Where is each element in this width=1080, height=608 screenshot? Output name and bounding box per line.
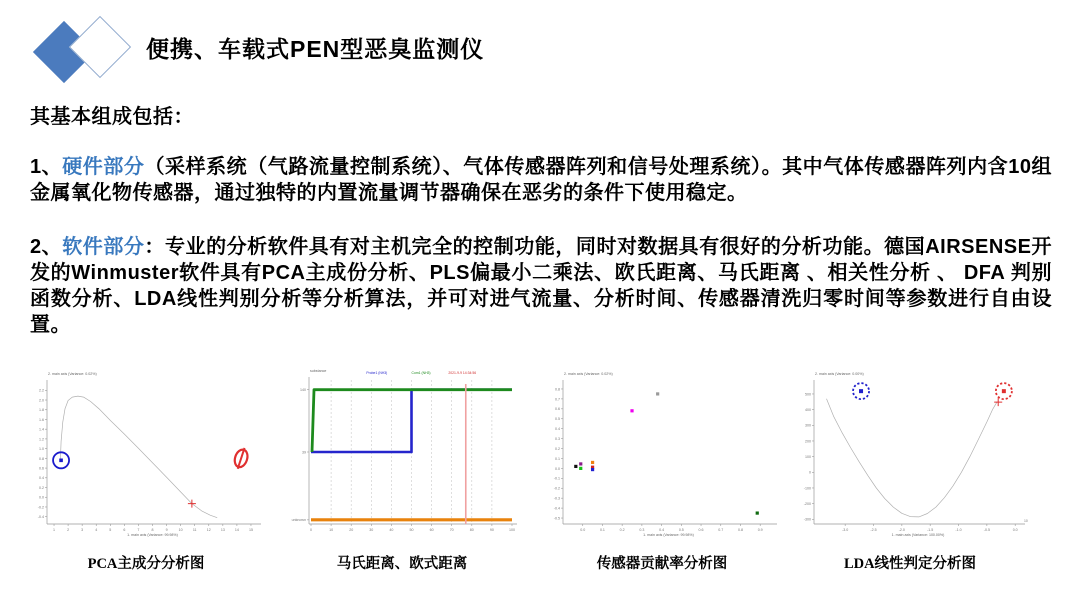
svg-text:Probe1 (NH3): Probe1 (NH3) (366, 371, 388, 375)
svg-text:40: 40 (389, 528, 394, 532)
svg-text:200: 200 (805, 439, 811, 444)
svg-text:-1.5: -1.5 (927, 528, 934, 532)
svg-text:0.7: 0.7 (718, 528, 724, 532)
lda-chart (790, 368, 1030, 540)
chart-svg (790, 368, 1030, 540)
svg-text:2: 2 (67, 528, 70, 532)
para2-number: 2、 (30, 236, 63, 258)
svg-text:-2.0: -2.0 (898, 528, 905, 532)
svg-text:11: 11 (192, 528, 197, 532)
svg-text:-3.0: -3.0 (842, 528, 849, 532)
svg-text:400: 400 (805, 408, 811, 413)
svg-text:0.5: 0.5 (678, 528, 684, 532)
svg-text:20: 20 (349, 528, 354, 532)
svg-text:10: 10 (1024, 519, 1028, 523)
svg-text:10: 10 (329, 528, 334, 532)
svg-text:2.0: 2.0 (39, 398, 44, 403)
svg-text:0.2: 0.2 (39, 485, 44, 490)
svg-text:Com1 (NH3): Com1 (NH3) (411, 371, 431, 375)
logo-diamonds (36, 12, 140, 94)
svg-text:70: 70 (449, 528, 454, 532)
svg-text:0.8: 0.8 (737, 528, 743, 532)
svg-text:100: 100 (805, 455, 811, 460)
svg-text:15: 15 (248, 528, 253, 532)
svg-text:80: 80 (469, 528, 474, 532)
figure-distance (282, 368, 522, 573)
svg-text:0.4: 0.4 (39, 476, 44, 481)
svg-text:1.8: 1.8 (39, 408, 44, 413)
intro-line: 其基本组成包括： (30, 106, 194, 128)
paragraph-hardware (30, 154, 1052, 206)
svg-text:2. main axis (Variance: 0.02%): 2. main axis (Variance: 0.02%) (48, 372, 97, 376)
svg-text:1. main axis (Variance: 100.00: 1. main axis (Variance: 100.00%) (891, 533, 945, 537)
svg-text:unknown: unknown (291, 518, 306, 523)
para1-number: 1、 (30, 156, 63, 178)
svg-text:0.4: 0.4 (555, 427, 560, 432)
figure-caption-lda: LDA线性判定分析图 (843, 556, 977, 572)
contribution-chart (542, 368, 782, 540)
svg-text:1.0: 1.0 (39, 447, 44, 452)
svg-text:1. main axis (Variance: 99.98%: 1. main axis (Variance: 99.98%) (643, 533, 694, 537)
svg-text:9: 9 (165, 528, 168, 532)
charts-row (0, 368, 1080, 598)
svg-text:0.1: 0.1 (555, 456, 560, 461)
svg-text:2021-9-9 14:34:56: 2021-9-9 14:34:56 (448, 371, 477, 375)
svg-text:1.6: 1.6 (39, 417, 44, 422)
svg-text:3: 3 (81, 528, 84, 532)
figure-pca (26, 368, 266, 573)
figure-contribution (542, 368, 782, 573)
svg-text:90: 90 (489, 528, 494, 532)
svg-text:0.8: 0.8 (555, 387, 560, 392)
svg-text:0: 0 (310, 528, 313, 532)
svg-text:0.6: 0.6 (39, 466, 44, 471)
svg-text:0.0: 0.0 (1012, 528, 1018, 532)
svg-text:13: 13 (220, 528, 225, 532)
svg-text:0.0: 0.0 (580, 528, 586, 532)
svg-text:-2.5: -2.5 (870, 528, 877, 532)
svg-text:100: 100 (508, 528, 515, 532)
figure-lda (790, 368, 1030, 573)
chart-svg (282, 368, 522, 540)
svg-text:0.2: 0.2 (555, 446, 560, 451)
svg-text:0.5: 0.5 (555, 417, 560, 422)
figure-caption-contribution: 传感器贡献率分析图 (596, 556, 728, 572)
svg-text:-200: -200 (803, 502, 811, 507)
chart-svg (542, 368, 782, 540)
svg-text:-0.4: -0.4 (553, 506, 560, 511)
svg-text:-100: -100 (803, 486, 811, 491)
svg-text:1. main axis (Variance: 99.98%: 1. main axis (Variance: 99.98%) (127, 533, 178, 537)
svg-text:50: 50 (409, 528, 414, 532)
svg-text:0.3: 0.3 (555, 437, 560, 442)
svg-text:1: 1 (53, 528, 56, 532)
pca-chart (26, 368, 266, 540)
svg-text:-300: -300 (803, 517, 811, 522)
svg-text:7: 7 (137, 528, 140, 532)
svg-text:300: 300 (805, 423, 811, 428)
svg-text:-0.2: -0.2 (553, 486, 560, 491)
figure-caption-pca: PCA主成分分析图 (87, 556, 205, 572)
svg-text:-0.2: -0.2 (37, 505, 44, 510)
figure-caption-distance: 马氏距离、欧式距离 (336, 556, 468, 572)
svg-text:60: 60 (429, 528, 434, 532)
svg-text:140: 140 (300, 388, 306, 393)
svg-text:0.4: 0.4 (659, 528, 665, 532)
svg-text:1.2: 1.2 (39, 437, 44, 442)
svg-text:0: 0 (809, 470, 811, 475)
svg-text:4: 4 (95, 528, 98, 532)
svg-text:-0.5: -0.5 (553, 516, 560, 521)
svg-text:substance: substance (310, 369, 327, 373)
svg-text:5: 5 (109, 528, 112, 532)
svg-text:-0.1: -0.1 (553, 476, 560, 481)
svg-text:-0.5: -0.5 (983, 528, 990, 532)
slide-title: 便携、车载式PEN型恶臭监测仪 (146, 36, 485, 62)
svg-text:6: 6 (123, 528, 126, 532)
svg-text:0.8: 0.8 (39, 456, 44, 461)
svg-text:8: 8 (151, 528, 154, 532)
svg-text:2. main axis (Variance: 0.02%): 2. main axis (Variance: 0.02%) (564, 372, 613, 376)
svg-text:12: 12 (206, 528, 211, 532)
svg-text:0.0: 0.0 (39, 495, 44, 500)
svg-text:0.2: 0.2 (619, 528, 625, 532)
svg-text:30: 30 (369, 528, 374, 532)
svg-text:10: 10 (178, 528, 183, 532)
para1-text: （采样系统（气路流量控制系统）、气体传感器阵列和信号处理系统）。其中气体传感器阵列内含10组金属氧化物传感器，通过独特的内置流量调节器确保在恶劣的条件下使用稳定。 (30, 156, 1053, 204)
svg-text:1.4: 1.4 (39, 427, 44, 432)
svg-text:0.3: 0.3 (639, 528, 645, 532)
svg-text:2.2: 2.2 (39, 388, 44, 393)
svg-text:0.9: 0.9 (757, 528, 763, 532)
distance-chart (282, 368, 522, 540)
svg-text:500: 500 (805, 392, 811, 397)
svg-text:-1.0: -1.0 (955, 528, 962, 532)
svg-text:0.6: 0.6 (698, 528, 704, 532)
para2-text: ：专业的分析软件具有对主机完全的控制功能，同时对数据具有很好的分析功能。德国AIRSENSE开发的Winmuster软件具有PCA主成份分析、PLS偏最小二乘法、欧氏距离、马氏距离 、相关性分析 、 DFA 判别函数分析、LDA线性判别分析等分析算法，并可对进气流量、分析时间、传感器清洗归零时间等参数进行自由设置。 (30, 236, 1053, 336)
paragraph-software (30, 234, 1052, 338)
svg-text:39: 39 (302, 450, 306, 455)
svg-text:0.6: 0.6 (555, 407, 560, 412)
para1-highlight: 硬件部分 (62, 156, 145, 178)
svg-text:14: 14 (234, 528, 239, 532)
svg-text:2. main axis (Variance: 0.00%): 2. main axis (Variance: 0.00%) (815, 372, 864, 376)
svg-text:0.0: 0.0 (555, 466, 560, 471)
chart-svg (26, 368, 266, 540)
svg-text:-0.3: -0.3 (553, 496, 560, 501)
para2-highlight: 软件部分 (62, 236, 145, 258)
svg-text:-0.4: -0.4 (37, 515, 44, 520)
svg-text:0.7: 0.7 (555, 397, 560, 402)
svg-text:0.1: 0.1 (599, 528, 605, 532)
